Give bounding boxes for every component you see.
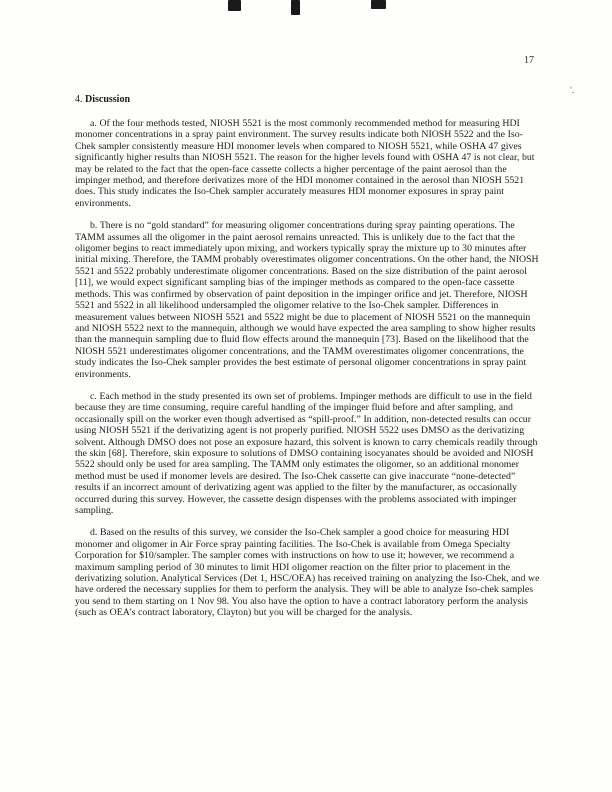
section-title: Discussion bbox=[85, 94, 131, 105]
scan-artifact bbox=[371, 0, 386, 9]
section-number: 4. bbox=[75, 94, 83, 105]
page-number: 17 bbox=[524, 55, 534, 66]
paragraph-a: a. Of the four methods tested, NIOSH 5521 is the most commonly recommended method for measuring HDI monomer concentrations in a spray paint environment. The survey results indicate both NIOSH 5522 and the Iso-Chek sampler consistently measure HDI monomer levels when compared to NIOSH 5521, while OSHA 47 gives significantly higher results than NIOSH 5521. The reason for the higher levels found with OSHA 47 is not clear, but may be related to the fact that the open-face cassette collects a higher percentage of the paint aerosol than the impinger method, and therefore derivatizes more of the HDI monomer contained in the aerosol than NIOSH 5521 does. This study indicates the Iso-Chek sampler accurately measures HDI monomer exposures in spray paint environments. bbox=[75, 118, 535, 209]
scan-artifact bbox=[228, 0, 241, 11]
paragraph-c: c. Each method in the study presented its own set of problems. Impinger methods are difficult to use in the field because they are time consuming, require careful handling of the impinger fluid before and after sampling, and occasionally spill on the worker even though advertised as “spill-proof.” In addition, non-detected results can occur using NIOSH 5521 if the derivatizing agent is not properly purified. NIOSH 5522 uses DMSO as the derivatizing solvent. Although DMSO does not pose an exposure hazard, this solvent is known to carry chemicals readily through the skin [68]. Therefore, skin exposure to solutions of DMSO containing isocyanates should be avoided and NIOSH 5522 should only be used for area sampling. The TAMM only estimates the oligomer, so an additional monomer method must be used if monomer levels are desired. The Iso-Chek cassette can give inaccurate “none-detected” results if an incorrect amount of derivatizing agent was applied to the filter by the manufacturer, as occasionally occurred during this survey. However, the cassette design dispenses with the problems associated with impinger sampling. bbox=[75, 390, 538, 516]
page-content bbox=[75, 94, 541, 630]
paragraph-b: b. There is no “gold standard” for measuring oligomer concentrations during spray painting operations. The TAMM assumes all the oligomer in the paint aerosol remains unreacted. This is unlikely due to the fact that the oligomer begins to react immediately upon mixing, and workers typically spray the mixture up to 30 minutes after initial mixing. Therefore, the TAMM probably overestimates oligomer concentrations. On the other hand, the NIOSH 5521 and 5522 probably underestimate oligomer concentrations. Based on the size distribution of the paint aerosol [11], we would expect significant sampling bias of the impinger methods as compared to the open-face cassette methods. This was confirmed by observation of paint deposition in the impinger orifice and jet. Therefore, NIOSH 5521 and 5522 in all likelihood undersampled the oligomer relative to the Iso-Chek sampler. Differences in measurement values between NIOSH 5521 and 5522 might be due to placement of NIOSH 5521 on the mannequin and NIOSH 5522 next to the mannequin, although we would have expected the area sampling to show higher results than the mannequin sampling due to fluid flow effects around the mannequin [73]. Based on the likelihood that the NIOSH 5521 underestimates oligomer concentrations, and the TAMM overestimates oligomer concentrations, the study indicates the Iso-Chek sampler provides the best estimate of personal oligomer concentrations in spray paint environments. bbox=[75, 220, 539, 380]
scan-artifact bbox=[291, 0, 300, 15]
paragraph-d: d. Based on the results of this survey, we consider the Iso-Chek sampler a good choice for measuring HDI monomer and oligomer in Air Force spray painting facilities. The Iso-Chek is available from Omega Specialty Corporation for $10/sampler. The sampler comes with instructions on how to use it; however, we recommend a maximum sampling period of 30 minutes to limit HDI oligomer reaction on the filter prior to placement in the derivatizing solution. Analytical Services (Det 1, HSC/OEA) has received training on analyzing the Iso-Chek, and we have ordered the necessary supplies for them to perform the analysis. They will be able to analyze Iso-chek samples you send to them starting on 1 Nov 98. You also have the option to have a contract laboratory perform the analysis (such as OEA's contract laboratory, Clayton) but you will be charged for the analysis. bbox=[75, 527, 540, 619]
scan-corner-mark: '. bbox=[570, 85, 574, 95]
section-heading bbox=[75, 94, 541, 105]
